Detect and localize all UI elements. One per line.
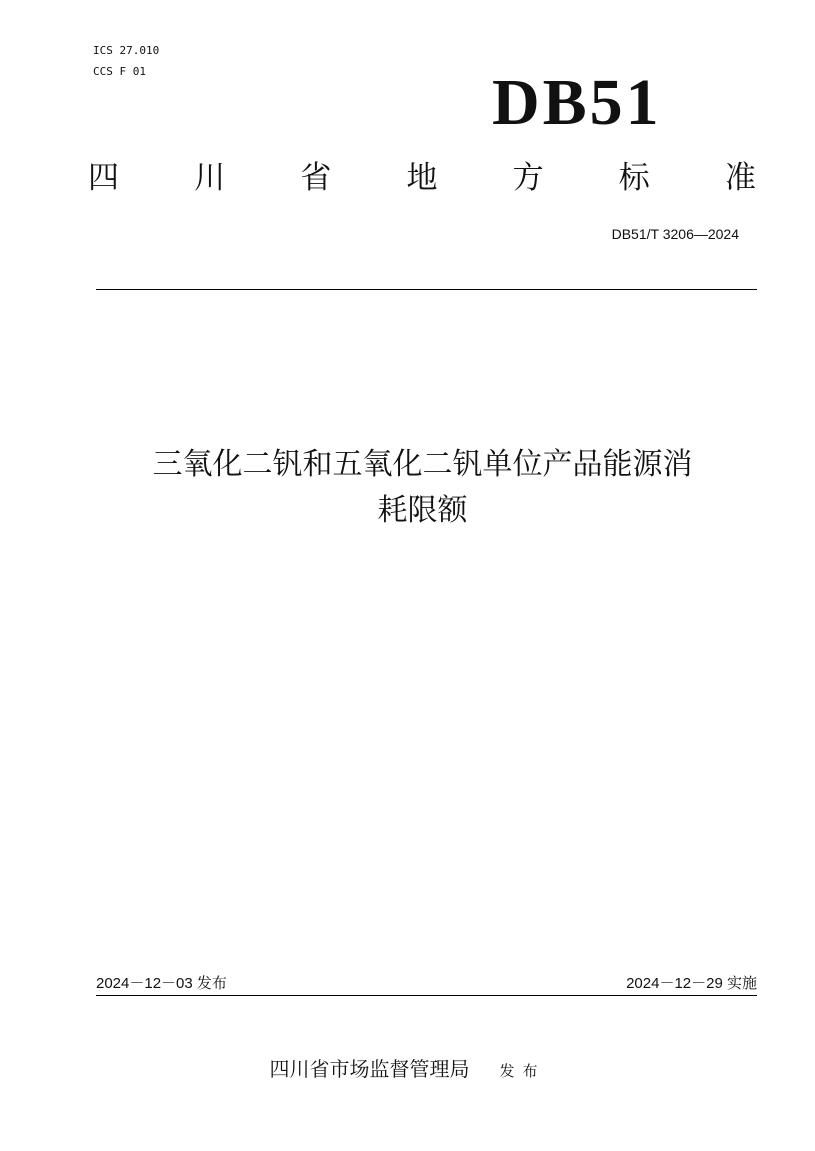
classification-codes — [93, 40, 159, 82]
standard-type-char: 地 — [406, 160, 438, 196]
db51-logo: DB51 — [492, 66, 662, 139]
standard-type-char: 川 — [194, 160, 226, 196]
standard-type-char: 准 — [724, 160, 756, 196]
standard-number: DB51/T 3206—2024 — [611, 226, 739, 242]
issuer-row — [0, 1053, 815, 1082]
standard-type-char: 标 — [618, 160, 650, 196]
document-title — [80, 442, 765, 534]
standard-type-heading — [88, 158, 756, 198]
ccs-code: CCS F 01 — [93, 65, 146, 78]
title-line-1: 三氧化二钒和五氧化二钒单位产品能源消 — [152, 447, 693, 482]
title-line-2: 耗限额 — [377, 493, 468, 528]
standard-type-char: 省 — [300, 160, 332, 196]
issuer-name: 四川省市场监督管理局 — [269, 1057, 470, 1081]
implement-date: 2024－12－29 实施 — [626, 975, 757, 992]
bottom-divider — [96, 995, 757, 996]
issue-label: 发布 — [499, 1062, 546, 1080]
standard-type-char: 四 — [88, 160, 119, 196]
standard-type-char: 方 — [512, 160, 544, 196]
date-row — [96, 972, 757, 993]
publish-date: 2024－12－03 发布 — [96, 975, 227, 992]
top-divider — [96, 289, 757, 290]
ics-code: ICS 27.010 — [93, 44, 160, 57]
